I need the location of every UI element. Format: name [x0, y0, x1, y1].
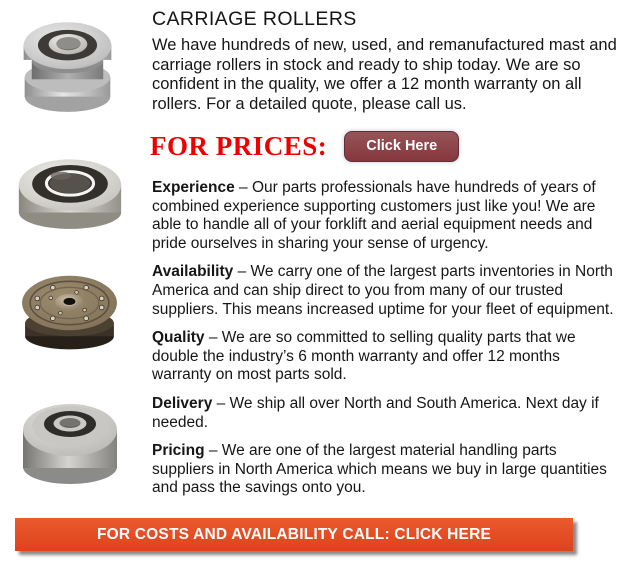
domed-mast-roller-image — [20, 383, 120, 489]
feature-quality — [152, 329, 614, 385]
feature-text: – We carry one of the largest parts inventories in North America and can ship direct to you from many of our trusted suppliers. This means increased uptime for your fleet of equipment. — [152, 263, 614, 318]
feature-label: Delivery — [152, 394, 213, 412]
feature-label: Pricing — [152, 442, 205, 460]
for-prices-label: FOR PRICES: — [150, 130, 328, 161]
costs-availability-banner[interactable] — [15, 518, 573, 551]
feature-text: – Our parts professionals have hundreds of years of combined experience supporting customers just like you! We are able to handle all of your forklift and aerial equipment needs and pride ourselves in sharing your sense of urgency. — [152, 179, 596, 252]
feature-pricing — [152, 442, 614, 498]
feature-label: Quality — [152, 329, 205, 347]
feature-label: Experience — [152, 179, 235, 196]
banner-label: FOR COSTS AND AVAILABILITY CALL: CLICK HERE — [96, 525, 492, 543]
for-prices-row — [150, 129, 459, 163]
click-here-button[interactable]: Click Here — [344, 131, 459, 162]
feature-delivery — [152, 395, 614, 432]
feature-label: Availability — [152, 263, 234, 281]
grooved-carriage-roller-image — [18, 12, 118, 116]
feature-text: – We are so committed to selling quality parts that we double the industry’s 6 month warranty and offer 12 months warranty on most parts sold. — [152, 329, 576, 384]
page-title: CARRIAGE ROLLERS — [152, 8, 357, 30]
feature-text: – We are one of the largest material handling parts suppliers in North America which means we buy in large quantities and pass the savings onto you. — [152, 442, 607, 497]
feature-experience — [152, 179, 614, 253]
feature-text: – We ship all over North and South America. Next day if needed. — [152, 394, 599, 431]
feature-availability — [152, 263, 614, 319]
flanged-roller-bearing-image — [12, 144, 128, 234]
bronze-idler-pulley-image — [17, 260, 124, 352]
intro-paragraph: We have hundreds of new, used, and remanufactured mast and carriage rollers in stock and ready to ship today. We are so confident in the quality, we offer a 12 month warranty on all rollers. For a detailed quote, please call us. — [152, 36, 617, 113]
features-list — [152, 179, 614, 508]
